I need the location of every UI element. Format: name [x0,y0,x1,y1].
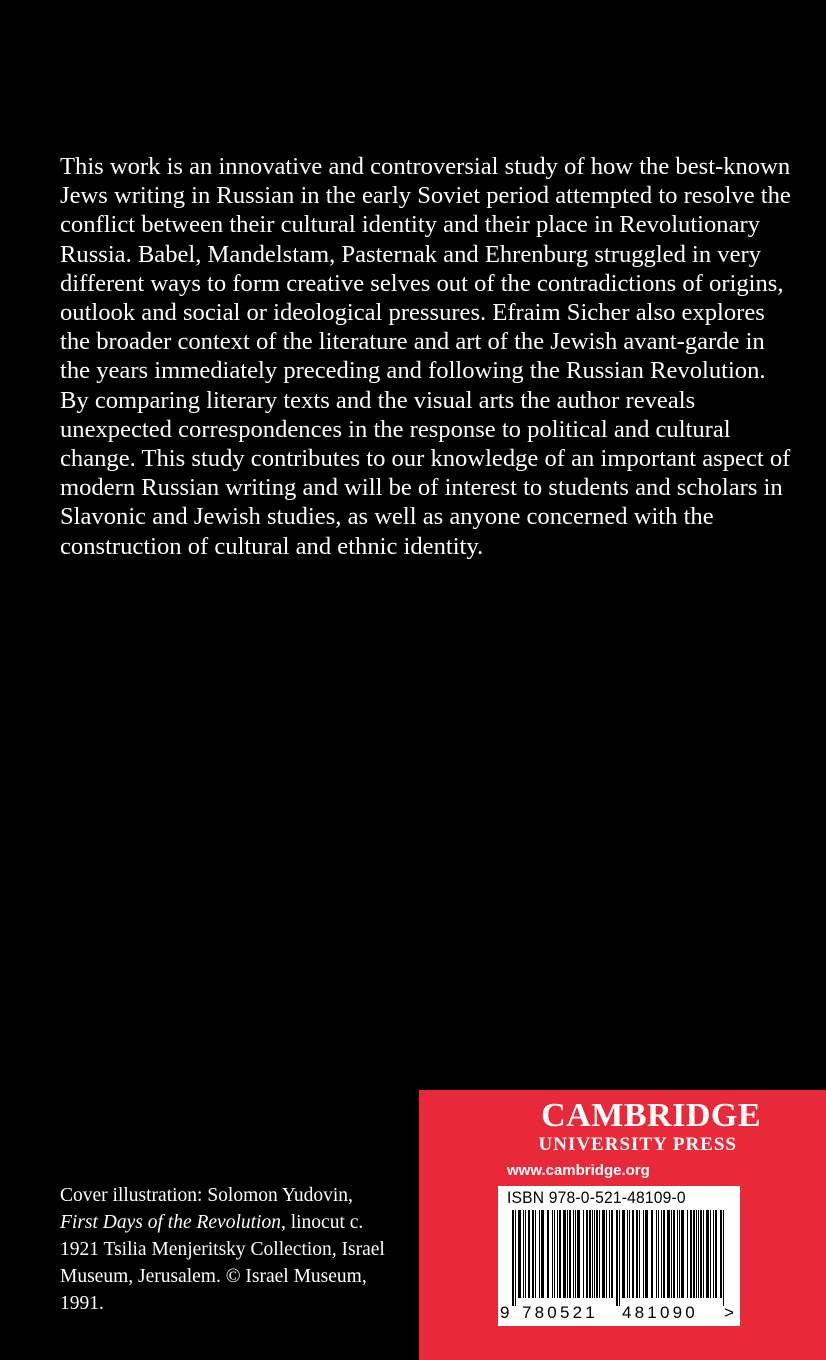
barcode-bar [552,1210,553,1298]
publisher-subname: UNIVERSITY PRESS [538,1134,737,1155]
barcode-bar [619,1210,620,1306]
barcode-bar [622,1210,625,1298]
barcode-bar [696,1210,697,1298]
barcode-bar [609,1210,610,1298]
credit-suffix: , linocut c. 1921 Tsilia Menjeritsky Collection, Israel Museum, Jerusalem. © Israel Museum, 1991. [60,1212,385,1314]
barcode-bar [589,1210,591,1298]
barcode-bar [656,1210,657,1298]
barcode-bar [651,1210,653,1298]
barcode-bar [523,1210,524,1298]
barcode-bar [532,1210,534,1298]
barcode-bar [723,1210,724,1306]
credit-prefix: Cover illustration: Solomon Yudovin, [60,1185,353,1206]
barcode-bar [539,1210,540,1298]
barcode-right-digits: 481090 [622,1303,698,1322]
barcode-bar [611,1210,613,1298]
barcode-bar [627,1210,628,1298]
barcode-bar [663,1210,665,1298]
barcode-bar [563,1210,566,1298]
barcode-bar [586,1210,588,1298]
barcode-digits [498,1303,740,1325]
barcode-bar [599,1210,600,1298]
barcode-bar [557,1210,558,1298]
barcode-bar [703,1210,704,1298]
barcode-bar [667,1210,670,1298]
barcode-bar [679,1210,680,1298]
back-cover-blurb: This work is an innovative and controversial study of how the best-known Jews writing in Russian in the early Soviet period attempted to resolve the conflict between their cultural identity and their place in Revolutionary Russia. Babel, Mandelstam, Pasternak and Ehrenburg struggled in very different ways to form creative selves out of the contradictions of origins, outlook and social or ideological pressures. Efraim Sicher also explores the broader context of the literature and art of the Jewish avant-garde in the years immediately preceding and following the Russian Revolution. By comparing literary texts and the visual arts the author reveals unexpected correspondences in the response to political and cultural change. This study contributes to our knowledge of an important aspect of modern Russian writing and will be of interest to students and scholars in Slavonic and Jewish studies, as well as anyone concerned with the construction of cultural and ethnic identity. [60,153,791,560]
barcode-bar [616,1210,618,1306]
publisher-name: CAMBRIDGE [541,1097,761,1134]
isbn-label: ISBN 978-0-521-48109-0 [507,1188,686,1207]
barcode-bar [567,1210,568,1298]
barcode-bar [690,1210,692,1298]
barcode-bar [559,1210,561,1298]
barcode-bar [573,1210,574,1298]
barcode-bar [671,1210,672,1298]
barcode-lead-digit: 9 [500,1303,510,1322]
publisher-block [419,1090,826,1360]
barcode-bar [575,1210,576,1298]
cover-illustration-credit [60,1182,390,1317]
barcode-bar [594,1210,595,1298]
barcode-bar [645,1210,648,1298]
barcode-bar [639,1210,640,1298]
credit-artwork-title: First Days of the Revolution [60,1212,281,1233]
barcode-bar [715,1210,717,1298]
barcode-bar [632,1210,634,1298]
barcode-bar [698,1210,699,1298]
barcode-bar [577,1210,580,1298]
barcode-bar [713,1210,714,1298]
barcode-bar [673,1210,675,1298]
barcode-bar [693,1210,695,1298]
barcode-bar [687,1210,688,1298]
barcode-bar [661,1210,662,1298]
barcode-bar [643,1210,644,1298]
barcode-bar [592,1210,593,1298]
barcode-left-digits: 780521 [522,1303,598,1322]
barcode-bars [512,1210,728,1306]
barcode-bar [700,1210,702,1298]
barcode-bar [636,1210,638,1298]
barcode-bar [535,1210,536,1298]
barcode-bar [629,1210,630,1298]
barcode-bar [515,1210,516,1306]
barcode-bar [658,1210,659,1298]
barcode-bar [518,1210,521,1298]
barcode-bar [569,1210,571,1298]
barcode-bar [710,1210,711,1298]
barcode-end-mark: > [724,1303,734,1322]
isbn-barcode [498,1186,740,1326]
barcode-bar [596,1210,598,1298]
barcode-bar [706,1210,709,1298]
barcode-bar [541,1210,544,1298]
barcode-bar [525,1210,526,1298]
barcode-bar [677,1210,678,1298]
barcode-bar [681,1210,684,1298]
publisher-url: www.cambridge.org [507,1162,650,1179]
barcode-bar [606,1210,607,1298]
barcode-bar [583,1210,584,1298]
barcode-bar [528,1210,530,1298]
barcode-bar [547,1210,549,1298]
barcode-bar [512,1210,514,1306]
barcode-bar [602,1210,605,1298]
barcode-bar [554,1210,555,1298]
barcode-bar [720,1210,722,1298]
